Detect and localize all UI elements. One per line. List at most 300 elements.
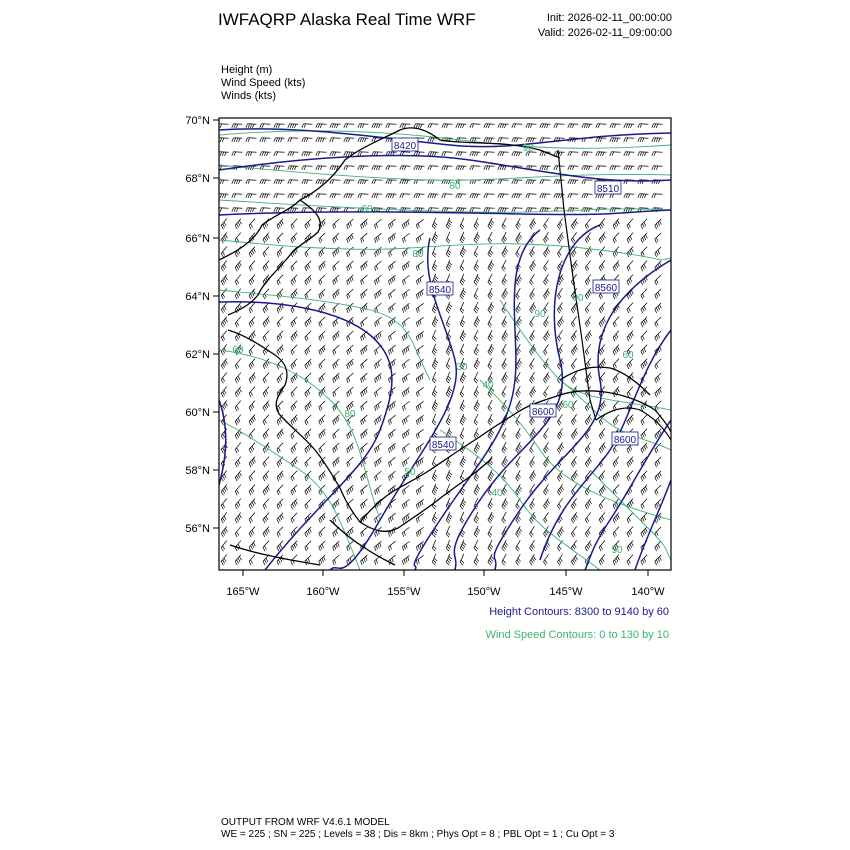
wind-barb [557, 330, 562, 341]
lat-tick-label: 58°N [185, 465, 210, 477]
wind-barb [585, 316, 591, 327]
wind-barb [543, 260, 548, 271]
wind-barb [316, 124, 327, 128]
wind-barb [277, 275, 283, 285]
wind-barb [235, 541, 241, 552]
wind-barb [372, 124, 383, 128]
wind-barb [388, 331, 395, 341]
wind-barb [585, 540, 591, 551]
wind-barb [470, 180, 481, 184]
wind-barb [641, 555, 647, 565]
wind-barb [627, 317, 633, 327]
wind-barb [641, 415, 647, 425]
wind-barb [488, 540, 493, 551]
wind-barb [568, 124, 579, 128]
wind-barb [344, 180, 355, 184]
wind-barb [221, 498, 227, 509]
wind-barb [249, 555, 255, 566]
wind-barb [456, 194, 467, 198]
wind-barb [235, 443, 241, 454]
wind-barb [585, 512, 591, 523]
speed-contour-label: 60 [361, 204, 373, 215]
wind-barb [260, 152, 271, 156]
wind-barb [319, 443, 326, 453]
wind-barb [302, 138, 313, 142]
wind-barb [330, 124, 341, 128]
wind-barb [627, 275, 633, 285]
wind-barb [627, 387, 633, 397]
wind-barb [416, 233, 423, 242]
wind-barb [571, 456, 576, 467]
wind-barb [502, 498, 508, 509]
wind-barb [249, 317, 255, 328]
lat-tick-label: 70°N [185, 115, 210, 127]
wind-barb [470, 124, 481, 128]
wind-barb [502, 232, 507, 243]
wind-barb [585, 330, 591, 341]
wind-barb [543, 554, 548, 565]
wind-barb [512, 152, 523, 156]
wind-barb [460, 218, 464, 229]
wind-barb [456, 152, 467, 156]
wind-barb [571, 330, 576, 341]
wind-barb [305, 401, 311, 411]
wind-barb [543, 512, 548, 523]
wind-barb [347, 219, 354, 229]
wind-barb [498, 194, 509, 198]
wind-barb [372, 194, 383, 198]
wind-barb [402, 359, 409, 369]
wind-barb [372, 180, 383, 184]
wind-barb [375, 415, 382, 425]
wind-barb [235, 513, 241, 524]
wind-barb [432, 456, 436, 467]
wind-barb [386, 166, 397, 170]
wind-barb [416, 401, 423, 410]
wind-barb [568, 152, 579, 156]
wind-barb [627, 219, 633, 229]
wind-barb [375, 471, 382, 481]
wind-barb [277, 443, 283, 453]
wind-barb [277, 527, 283, 537]
wind-barb [402, 219, 409, 229]
wind-barb [333, 275, 340, 285]
wind-barb [400, 166, 411, 170]
wind-barb [277, 415, 283, 425]
wind-barb [599, 429, 605, 440]
wind-barb [641, 317, 647, 327]
wind-barb [613, 345, 619, 356]
wind-barb [333, 289, 340, 299]
wind-barb [432, 540, 436, 551]
wind-barb [361, 233, 368, 243]
wind-barb [263, 373, 269, 383]
wind-barb [516, 554, 521, 565]
wind-barb [263, 247, 269, 257]
wind-barb [388, 513, 395, 523]
wind-barb [627, 233, 633, 243]
wind-barb [530, 218, 536, 229]
wind-barb [388, 261, 395, 271]
wind-barb [446, 554, 452, 565]
map-title: IWFAQRP Alaska Real Time WRF [218, 10, 476, 29]
wind-barb [627, 261, 633, 271]
wind-barb [599, 485, 605, 496]
valid-time: Valid: 2026-02-11_09:00:00 [537, 27, 672, 39]
wind-barb [305, 485, 311, 495]
wind-barb [554, 180, 565, 184]
height-contour-label: 8560 [594, 283, 618, 294]
wind-barb [557, 484, 563, 495]
wind-barb [347, 261, 354, 271]
wind-barb [402, 373, 409, 383]
wind-barb [221, 372, 227, 383]
wind-barb [502, 288, 508, 299]
wind-barb [474, 260, 479, 271]
wind-barb [358, 194, 369, 198]
wind-barb [288, 152, 299, 156]
wind-barb [543, 344, 548, 355]
wind-barb [347, 233, 354, 243]
wind-barb [432, 232, 438, 243]
wind-barb [388, 429, 395, 439]
wind-barb [530, 274, 535, 285]
lon-tick-label: 140°W [631, 586, 665, 598]
wind-barb [470, 194, 481, 198]
wind-barb [585, 218, 591, 229]
wind-barb [402, 485, 409, 495]
wind-barb [235, 317, 241, 328]
wind-barb [488, 246, 493, 257]
wind-barb [319, 555, 326, 565]
wind-barb [488, 358, 492, 369]
wind-barb [446, 260, 452, 271]
wind-barb [302, 166, 313, 170]
wind-barb [333, 359, 340, 369]
wind-barb [375, 289, 382, 299]
wind-barb [502, 344, 506, 355]
wind-barb [484, 180, 495, 184]
wind-barb [221, 344, 227, 355]
wind-barb [613, 471, 619, 482]
wind-barb [277, 429, 283, 439]
wind-barb [599, 513, 605, 524]
wind-barb [516, 470, 521, 481]
speed-contour-label: 50 [611, 545, 623, 556]
wind-barb [388, 415, 395, 425]
wind-barb [305, 499, 311, 509]
wind-barb [641, 471, 647, 481]
wind-barb [277, 499, 283, 509]
wind-barb [347, 275, 354, 285]
wind-barb [249, 219, 255, 230]
longitude-axis [226, 570, 665, 598]
wind-barb [358, 152, 369, 156]
wind-barb [263, 303, 269, 313]
wind-barb [249, 345, 255, 356]
wind-barb [655, 555, 661, 565]
wind-barb [543, 330, 549, 341]
wind-barb [221, 260, 227, 271]
wind-barb [557, 554, 562, 565]
wind-barb [488, 316, 492, 327]
wind-barb [221, 442, 227, 453]
wind-barb [530, 456, 535, 467]
wind-barb [474, 288, 478, 299]
wind-barb [474, 274, 480, 285]
wind-barb [361, 415, 368, 425]
wind-barb [344, 138, 355, 142]
wind-barb [516, 246, 521, 257]
wind-barb [432, 386, 437, 397]
wind-barb [221, 512, 227, 523]
wind-barb [263, 499, 269, 509]
wind-barb [277, 555, 283, 565]
wind-barb [414, 180, 425, 184]
wind-barb [641, 429, 647, 439]
wind-barb [221, 218, 227, 229]
wind-barb [488, 274, 492, 285]
wind-barb [375, 541, 382, 551]
wind-barb [571, 372, 576, 383]
wind-barb [502, 386, 506, 397]
wind-barb [571, 554, 577, 565]
wind-barb [530, 372, 535, 383]
wind-barb [557, 218, 562, 229]
wind-barb [641, 331, 647, 341]
wind-barb [388, 401, 395, 411]
wind-barb [432, 372, 436, 383]
wind-barb [585, 400, 591, 411]
wind-barb [246, 180, 257, 184]
wind-barb [291, 471, 297, 481]
wind-barb [263, 527, 269, 537]
wind-barb [277, 485, 283, 495]
wind-barb [361, 247, 368, 257]
wind-barb [305, 345, 311, 355]
wind-barb [488, 260, 494, 271]
wind-barb [263, 555, 269, 565]
wind-barb [291, 415, 297, 425]
wind-barb [432, 246, 436, 257]
legend-height: Height (m) [221, 64, 273, 76]
wind-barb [543, 232, 548, 243]
wind-barb [361, 485, 368, 495]
wind-barb [347, 443, 354, 453]
wind-barb [446, 470, 452, 481]
wind-barb [375, 247, 382, 257]
wind-barb [442, 152, 453, 156]
wind-barb [372, 166, 383, 170]
wind-barb [610, 208, 621, 212]
wind-barb [655, 485, 661, 495]
wind-barb [516, 414, 521, 425]
wind-barb [277, 317, 283, 327]
wind-barb [585, 456, 591, 467]
wind-barb [263, 233, 269, 243]
wind-barb [333, 471, 340, 481]
wind-barb [416, 527, 423, 536]
wind-barb [302, 180, 313, 184]
wind-barb [333, 415, 340, 425]
wind-barb [596, 166, 607, 170]
wind-barb [512, 208, 523, 212]
wind-barb [516, 232, 522, 243]
wind-barb [291, 303, 297, 313]
wind-barb [585, 442, 591, 453]
wind-barb [543, 456, 549, 467]
wind-barb [277, 247, 283, 257]
wind-barb [530, 498, 535, 509]
wind-barb [554, 124, 565, 128]
wind-barb [333, 457, 340, 467]
wind-barb [498, 180, 509, 184]
wind-barb [543, 442, 548, 453]
wind-barb [446, 302, 452, 313]
wind-barb [249, 401, 255, 412]
wind-barb [333, 219, 340, 229]
wind-barb [246, 152, 257, 156]
wind-barb [543, 274, 548, 285]
wind-barb [516, 302, 521, 313]
wind-barb [474, 554, 479, 565]
wind-barb [291, 499, 297, 509]
wind-barb [235, 373, 241, 384]
lon-tick-label: 150°W [467, 586, 501, 598]
wind-barb [530, 386, 536, 397]
wind-barb [557, 442, 563, 453]
wind-barb [432, 414, 436, 425]
wind-barb [249, 443, 255, 454]
wind-barb [402, 317, 409, 327]
wind-barb [613, 359, 619, 370]
wind-barb [333, 373, 340, 383]
wind-barb [474, 484, 480, 495]
wind-barb [474, 218, 479, 229]
wind-barb [375, 485, 382, 495]
model-params: WE = 225 ; SN = 225 ; Levels = 38 ; Dis = 8km ; Phys Opt = 8 ; PBL Opt = 1 ; Cu Opt = 3 [221, 829, 615, 840]
wind-barb [305, 331, 311, 341]
wind-barb [263, 261, 269, 271]
wind-barb [543, 218, 548, 229]
wind-barb [516, 428, 521, 439]
wind-barb [375, 261, 382, 271]
wind-barb [246, 124, 257, 128]
wind-barb [568, 194, 579, 198]
wind-barb [361, 275, 368, 285]
wind-barb [652, 124, 663, 128]
wind-barb [557, 316, 563, 327]
wind-barb [319, 541, 326, 551]
wind-barb [613, 331, 619, 342]
wind-barb [446, 246, 451, 257]
wind-barb [333, 331, 340, 341]
wind-barb [291, 261, 297, 271]
wind-barb [557, 232, 563, 243]
wind-barb [610, 138, 621, 142]
wind-barb [414, 166, 425, 170]
wind-barb [416, 485, 423, 494]
wind-barb [557, 428, 562, 439]
latitude-axis [185, 115, 219, 535]
wind-barb [624, 152, 635, 156]
speed-contour-label: 80 [449, 181, 461, 192]
wind-barb [655, 387, 661, 397]
wind-barb [530, 288, 535, 299]
wind-barb [221, 316, 227, 327]
wind-barb [442, 124, 453, 128]
wind-barb [641, 443, 647, 453]
wind-barb [232, 208, 243, 212]
wind-barb [474, 400, 480, 411]
wind-barb [571, 316, 576, 327]
wind-barb [232, 152, 243, 156]
wind-barb [540, 180, 551, 184]
wind-barb [610, 124, 621, 128]
wind-barb [375, 457, 382, 467]
lon-tick-label: 155°W [387, 586, 421, 598]
wind-barb [516, 316, 522, 327]
wind-barb [302, 124, 313, 128]
wind-barb [599, 541, 605, 552]
wind-barb [530, 260, 536, 271]
wind-barb [599, 247, 605, 258]
wind-barb [416, 261, 423, 270]
wind-barb [319, 275, 326, 285]
wind-barb [488, 302, 494, 313]
wind-barb [347, 303, 354, 313]
wind-barb [460, 414, 466, 425]
wind-barb [319, 527, 326, 537]
wind-barb [305, 387, 311, 397]
wind-barb [402, 499, 409, 509]
wind-barb [526, 138, 537, 142]
wind-barb [470, 152, 481, 156]
wind-barb [344, 194, 355, 198]
wind-barb [655, 373, 661, 383]
wind-barb [624, 208, 635, 212]
wind-barb [526, 194, 537, 198]
wind-barb [263, 401, 269, 411]
wind-barb [502, 442, 507, 453]
speed-contour-label: 90 [522, 143, 534, 154]
wind-barb [442, 194, 453, 198]
wind-barb [288, 180, 299, 184]
wind-barb [388, 345, 395, 355]
wind-barb [319, 289, 326, 299]
wind-barb [488, 414, 493, 425]
wind-barb [347, 457, 354, 467]
wind-barb [330, 152, 341, 156]
wind-barb [655, 541, 661, 551]
wind-barb [585, 344, 591, 355]
wind-barb [388, 541, 395, 551]
height-contour-label: 8420 [393, 141, 417, 152]
wind-barb [305, 261, 311, 271]
wind-barb [488, 232, 492, 243]
wind-barb [221, 330, 227, 341]
wind-barb [291, 443, 297, 453]
wind-barb [221, 540, 227, 551]
wind-barb [291, 387, 297, 397]
wind-barb [474, 442, 480, 453]
wind-barb [432, 484, 438, 495]
wind-barb [388, 289, 395, 299]
wind-barb [330, 138, 341, 142]
wind-barb [291, 219, 297, 229]
wind-barb [641, 499, 647, 509]
wind-barb [470, 166, 481, 170]
